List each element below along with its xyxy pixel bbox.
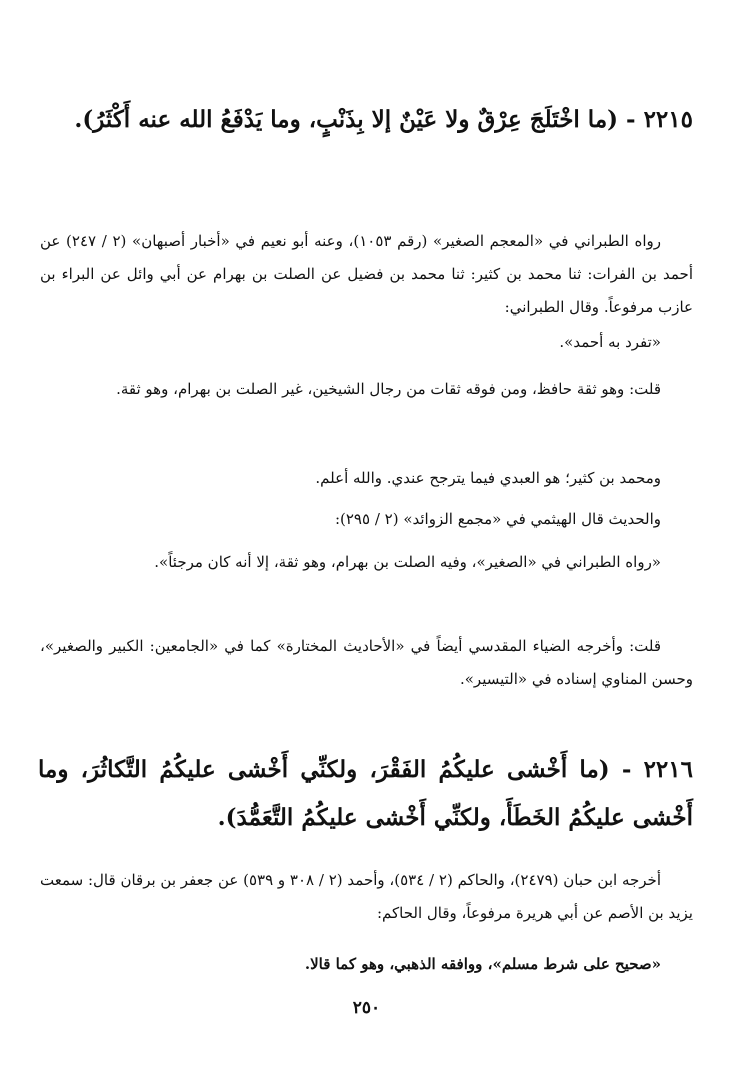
hadith-2215-diya-note: قلت: وأخرجه الضياء المقدسي أيضاً في «الأحاديث المختارة» كما في «الجامعين: الكبير والصغير»، وحسن المناوي إسناده في «التيسير». (40, 637, 693, 688)
hadith-2215-haythami-quote: «رواه الطبراني في «الصغير»، وفيه الصلت بن بهرام، وهو ثقة، إلا أنه كان مرجئاً». (154, 553, 661, 571)
hadith-2215-takhrij: رواه الطبراني في «المعجم الصغير» (رقم ١٠٥٣)، وعنه أبو نعيم في «أخبار أصبهان» (٢ / ٢٤٧) عن أحمد بن الفرات: ثنا محمد بن كثير: ثنا محمد بن فضيل عن الصلت بن بهرام عن أبي وائل عن البراء بن عازب مرفوعاً. وقال الطبراني: (40, 232, 693, 316)
page-number: ٢٥٠ (352, 998, 381, 1018)
hadith-2215-note-ibn-kathir: ومحمد بن كثير؛ هو العبدي فيما يترجح عندي. والله أعلم. (315, 469, 661, 487)
hadith-2215-comment: قلت: وهو ثقة حافظ، ومن فوقه ثقات من رجال الشيخين، غير الصلت بن بهرام، وهو ثقة. (116, 380, 661, 398)
hadith-2215-heading: ٢٢١٥ - (ما اخْتَلَجَ عِرْقٌ ولا عَيْنٌ إلا بِذَنْبٍ، وما يَدْفَعُ الله عنه أَكْثَرُ). (74, 106, 693, 133)
hadith-2216-hakim-quote: «صحيح على شرط مسلم»، ووافقه الذهبي، وهو كما قالا. (304, 955, 661, 973)
hadith-2216-takhrij: أخرجه ابن حبان (٢٤٧٩)، والحاكم (٢ / ٥٣٤)، وأحمد (٢ / ٣٠٨ و ٥٣٩) عن جعفر بن برقان قال: سمعت يزيد بن الأصم عن أبي هريرة مرفوعاً، وقال الحاكم: (40, 871, 693, 922)
hadith-2216-heading: ٢٢١٦ - (ما أَخْشى عليكُمُ الفَقْرَ، ولكنِّي أَخْشى عليكُمُ التَّكاثُرَ، وما أَخْشى عليكُمُ الخَطَأَ، ولكنِّي أَخْشى عليكُمُ التَّعَمُّدَ). (38, 756, 693, 831)
hadith-2215-haythami-intro: والحديث قال الهيثمي في «مجمع الزوائد» (٢ / ٢٩٥): (334, 510, 661, 528)
hadith-2215-quote-tabarani: «تفرد به أحمد». (559, 333, 661, 351)
